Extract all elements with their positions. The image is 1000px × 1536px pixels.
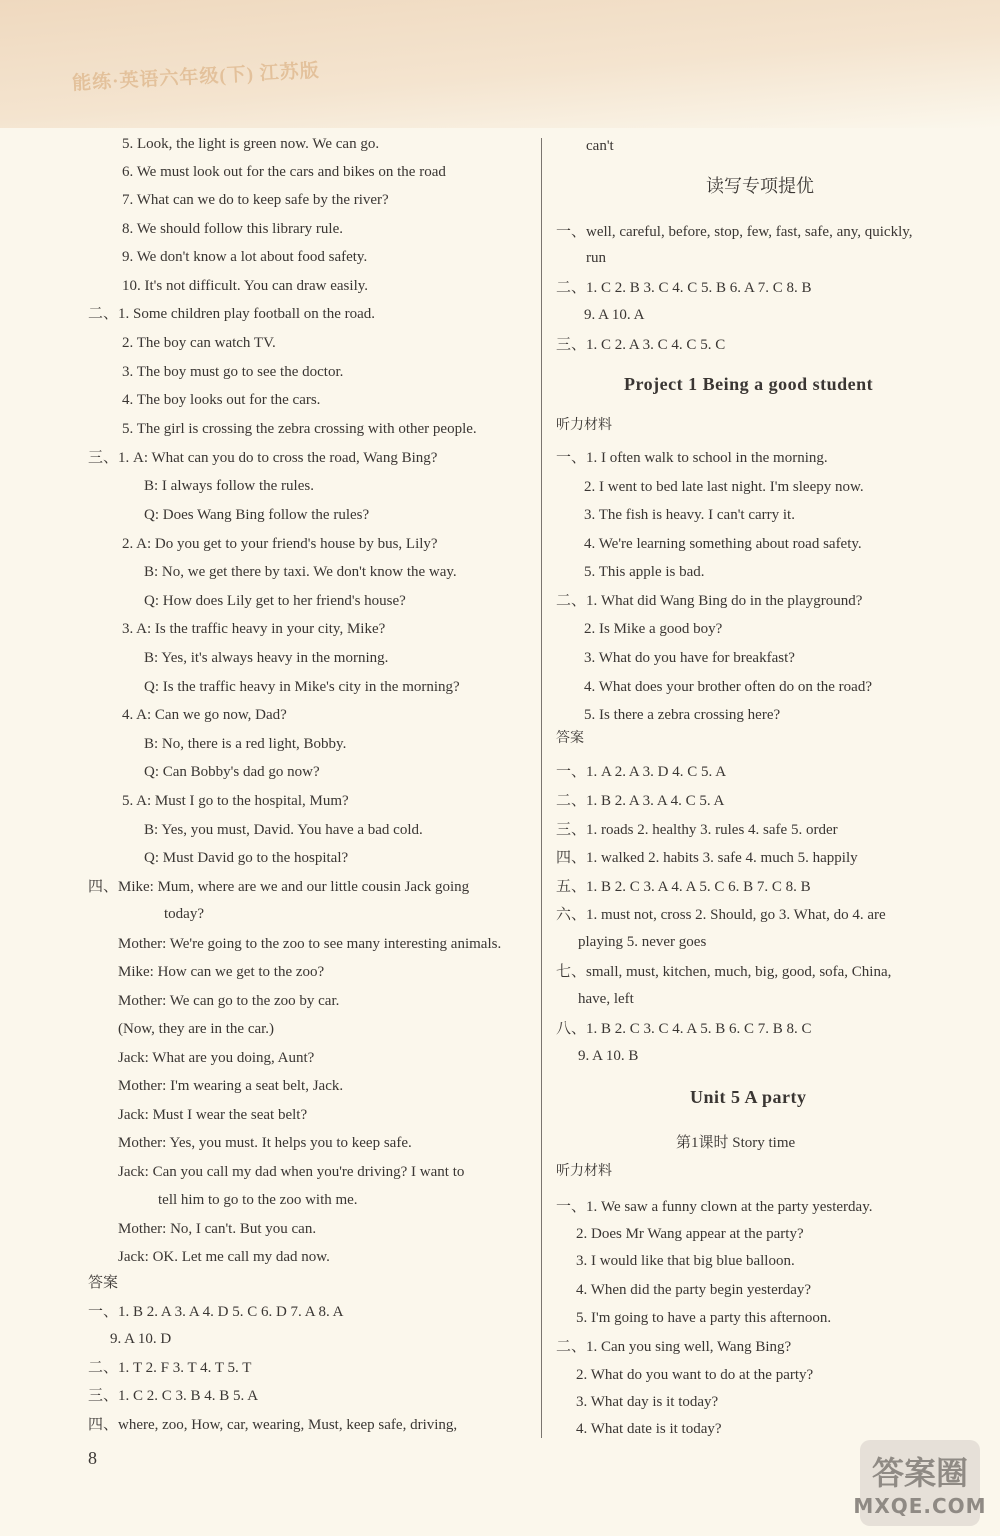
page-header: 能练·英语六年级(下) 江苏版 [71,60,321,95]
left-line: Jack: Must I wear the seat belt? [118,1107,308,1123]
left-line: 四、Mike: Mum, where are we and our little cousin Jack going [88,879,470,895]
right-line: 2. I went to bed late last night. I'm sleepy now. [584,479,864,495]
left-line: 7. What can we do to keep safe by the river? [122,192,389,208]
left-line: 5. A: Must I go to the hospital, Mum? [122,793,349,809]
left-line: Q: Does Wang Bing follow the rules? [144,507,370,523]
left-line: 5. Look, the light is green now. We can go. [122,136,380,152]
left-line: 二、1. Some children play football on the road. [88,306,376,322]
watermark-bottom: MXQE.COM [853,1494,987,1518]
left-line: Jack: What are you doing, Aunt? [118,1050,315,1066]
left-line: 二、1. T 2. F 3. T 4. T 5. T [88,1360,252,1376]
right-line: 3. What do you have for breakfast? [584,650,795,666]
left-line: 三、1. A: What can you do to cross the road, Wang Bing? [88,450,438,466]
watermark-top: 答案圈 [871,1454,968,1492]
left-line: 一、1. B 2. A 3. A 4. D 5. C 6. D 7. A 8. A [88,1304,344,1320]
right-line: playing 5. never goes [578,934,707,950]
left-line: B: No, we get there by taxi. We don't know the way. [144,564,457,580]
right-line: 2. Is Mike a good boy? [584,621,723,637]
watermark-logo [853,1440,987,1526]
right-line: Unit 5 A party [690,1087,807,1107]
left-line: B: I always follow the rules. [144,478,314,494]
left-line: 4. A: Can we go now, Dad? [122,707,287,723]
right-line: 2. Does Mr Wang appear at the party? [576,1226,804,1242]
left-line: B: Yes, you must, David. You have a bad cold. [144,822,423,838]
left-line: 2. A: Do you get to your friend's house by bus, Lily? [122,536,438,552]
right-line: 三、1. roads 2. healthy 3. rules 4. safe 5. order [556,822,838,838]
right-line: 3. What day is it today? [576,1394,719,1410]
right-line: 答案 [556,731,584,746]
left-line: 8. We should follow this library rule. [122,221,343,237]
left-line: 2. The boy can watch TV. [122,335,276,351]
right-line: 五、1. B 2. C 3. A 4. A 5. C 6. B 7. C 8. B [556,879,811,895]
right-line: 9. A 10. B [578,1048,639,1064]
right-line: 4. What does your brother often do on the road? [584,679,872,695]
right-line: 八、1. B 2. C 3. C 4. A 5. B 6. C 7. B 8. C [556,1021,812,1037]
left-line: (Now, they are in the car.) [118,1021,275,1037]
right-line: Project 1 Being a good student [624,374,874,394]
left-line: 答案 [88,1275,119,1291]
left-line: 四、where, zoo, How, car, wearing, Must, keep safe, driving, [88,1417,458,1433]
left-line: 5. The girl is crossing the zebra crossing with other people. [122,421,477,437]
left-line: Mother: I'm wearing a seat belt, Jack. [118,1078,344,1094]
left-line: Mother: No, I can't. But you can. [118,1221,317,1237]
right-line: 4. What date is it today? [576,1421,722,1437]
right-line: 4. When did the party begin yesterday? [576,1282,812,1298]
right-line: 2. What do you want to do at the party? [576,1367,814,1383]
left-line: Mother: We can go to the zoo by car. [118,993,340,1009]
right-line: 一、1. I often walk to school in the morning. [556,450,828,466]
column-divider [541,138,542,1438]
right-line: 二、1. B 2. A 3. A 4. C 5. A [556,793,725,809]
right-line: 三、1. C 2. A 3. C 4. C 5. C [556,337,726,353]
left-line: Q: How does Lily get to her friend's house? [144,593,406,609]
left-line: 三、1. C 2. C 3. B 4. B 5. A [88,1388,259,1404]
left-line: B: Yes, it's always heavy in the morning. [144,650,389,666]
left-line: 9. We don't know a lot about food safety. [122,249,368,265]
right-line: 一、1. A 2. A 3. D 4. C 5. A [556,764,727,780]
right-line: 4. We're learning something about road safety. [584,536,862,552]
right-line: 六、1. must not, cross 2. Should, go 3. What, do 4. are [556,907,886,923]
left-line: Mother: We're going to the zoo to see many interesting animals. [118,936,502,952]
right-line: 5. I'm going to have a party this afternoon. [576,1310,832,1326]
right-line: 二、1. What did Wang Bing do in the playground? [556,593,863,609]
right-line: 9. A 10. A [584,307,645,323]
left-line: Q: Is the traffic heavy in Mike's city in the morning? [144,679,460,695]
page-number: 8 [88,1448,97,1468]
right-line: 七、small, must, kitchen, much, big, good, sofa, China, [556,964,892,980]
left-line: 10. It's not difficult. You can draw easily. [122,278,369,294]
right-line: 3. I would like that big blue balloon. [576,1253,795,1269]
left-line: B: No, there is a red light, Bobby. [144,736,347,752]
left-line: Mother: Yes, you must. It helps you to keep safe. [118,1135,412,1151]
left-line: tell him to go to the zoo with me. [158,1192,358,1208]
left-line: 3. The boy must go to see the doctor. [122,364,344,380]
left-line: 3. A: Is the traffic heavy in your city, Mike? [122,621,386,637]
right-line: 二、1. C 2. B 3. C 4. C 5. B 6. A 7. C 8. B [556,280,812,296]
right-line: 四、1. walked 2. habits 3. safe 4. much 5. happily [556,850,858,866]
right-line: 5. This apple is bad. [584,564,705,580]
left-line: Jack: OK. Let me call my dad now. [118,1249,330,1265]
left-line: Mike: How can we get to the zoo? [118,964,325,980]
right-line: have, left [578,991,634,1007]
left-line: 9. A 10. D [110,1331,172,1347]
right-line: can't [586,138,614,154]
right-line: 二、1. Can you sing well, Wang Bing? [556,1339,792,1355]
left-line: 4. The boy looks out for the cars. [122,392,321,408]
right-line: 听力材料 [556,1164,612,1179]
left-line: Q: Must David go to the hospital? [144,850,349,866]
right-line: 3. The fish is heavy. I can't carry it. [584,507,795,523]
right-line: 一、well, careful, before, stop, few, fast, safe, any, quickly, [556,224,913,240]
right-line: run [586,250,606,266]
left-line: 6. We must look out for the cars and bikes on the road [122,164,446,180]
right-line: 读写专项提优 [706,176,814,196]
left-line: today? [164,906,204,922]
right-line: 第1课时 Story time [676,1135,796,1151]
right-line: 听力材料 [556,418,612,433]
left-line: Jack: Can you call my dad when you're driving? I want to [118,1164,465,1180]
left-line: Q: Can Bobby's dad go now? [144,764,320,780]
right-line: 一、1. We saw a funny clown at the party yesterday. [556,1199,873,1215]
right-line: 5. Is there a zebra crossing here? [584,707,781,723]
